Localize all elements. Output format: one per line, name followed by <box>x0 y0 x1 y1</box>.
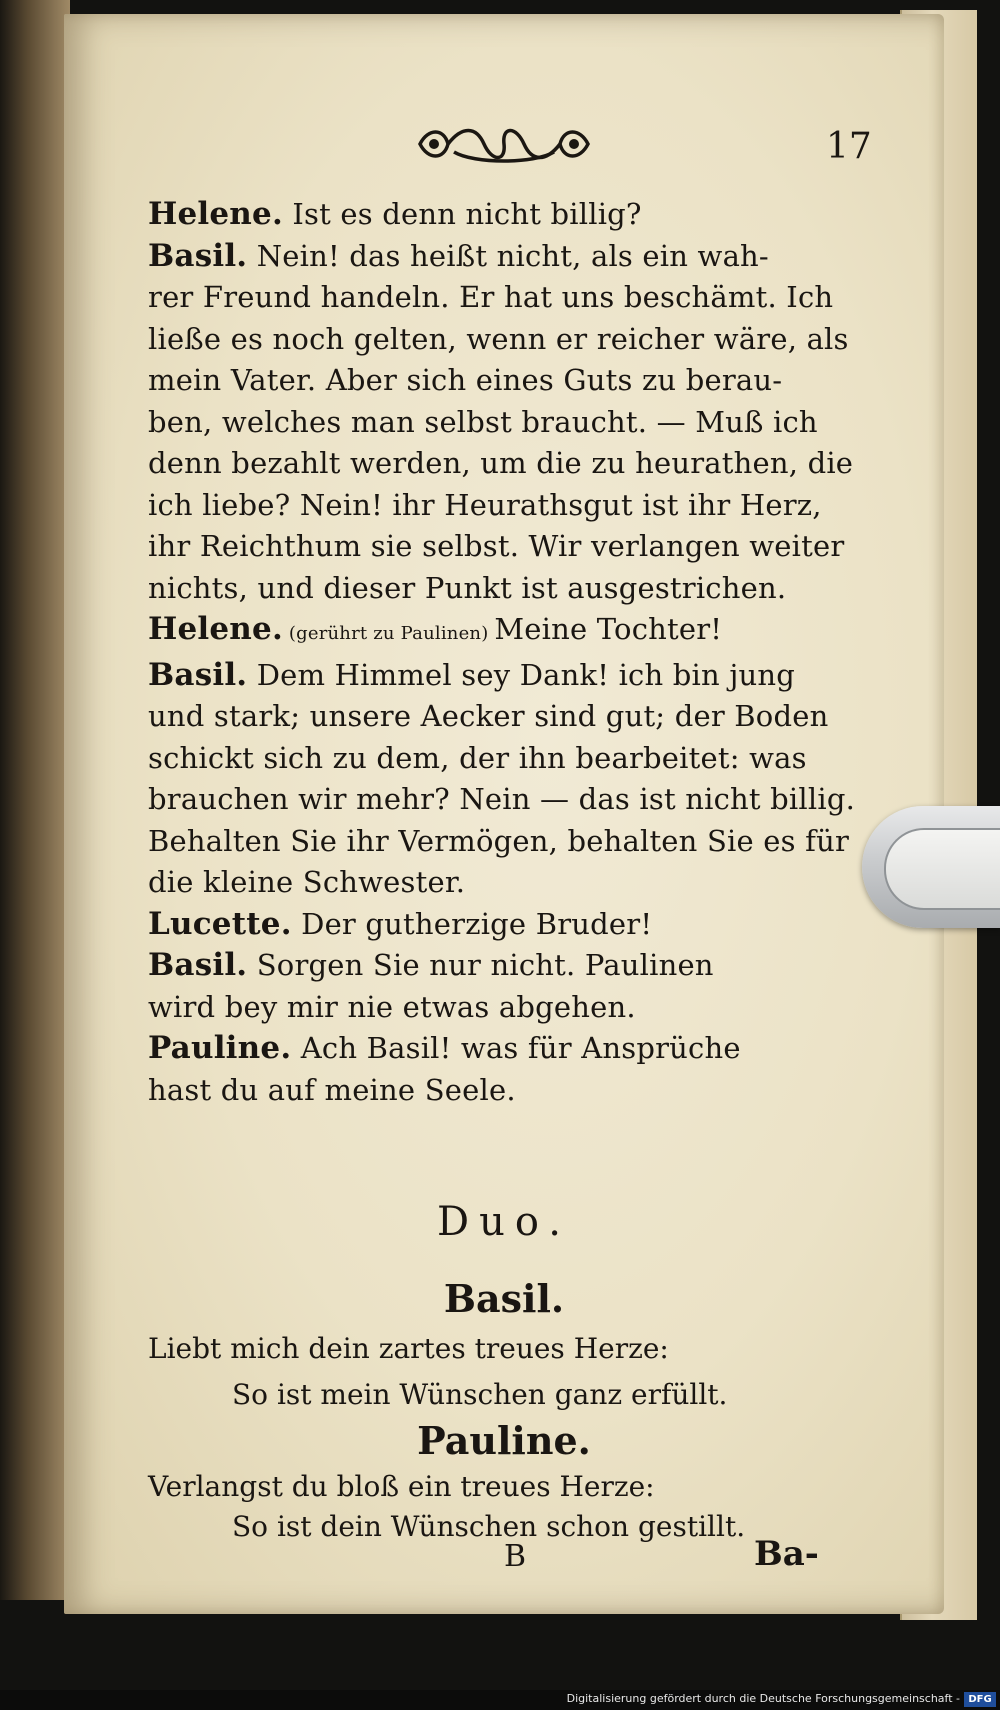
book-page <box>64 14 944 1614</box>
text-line <box>148 609 868 655</box>
line-text: ben, welches man selbst braucht. — Muß ich <box>148 404 818 439</box>
text-line <box>148 194 868 236</box>
text-line <box>148 738 868 780</box>
text-line <box>148 1070 868 1112</box>
text-line <box>148 360 868 402</box>
line-text: hast du auf meine Seele. <box>148 1072 516 1107</box>
duo-heading: Duo. <box>437 1199 571 1245</box>
book-binding-edge <box>0 0 70 1600</box>
speaker-name: Basil. <box>148 237 248 274</box>
text-line <box>148 945 868 987</box>
line-text: Dem Himmel sey Dank! ich bin jung <box>247 657 796 692</box>
page-clip <box>862 806 1000 928</box>
catchword: Ba- <box>754 1534 819 1574</box>
song-line-text: Verlangst du bloß ein treues Herze: <box>148 1470 655 1503</box>
line-text: rer Freund handeln. Er hat uns beschämt. Ich <box>148 280 834 314</box>
line-text: mein Vater. Aber sich eines Guts zu berau- <box>148 363 783 397</box>
dfg-logo-icon: DFG <box>964 1692 996 1707</box>
text-line <box>148 779 868 821</box>
page-clip-inner <box>884 828 1000 910</box>
song-line <box>148 1332 988 1365</box>
text-line <box>148 904 868 946</box>
line-text: ihr Reichthum sie selbst. Wir verlangen weiter <box>148 529 845 563</box>
song-speaker-basil <box>84 1276 924 1321</box>
song-speaker-pauline <box>84 1418 924 1463</box>
body-text <box>148 194 868 1111</box>
line-text: und stark; unsere Aecker sind gut; der Boden <box>148 699 829 733</box>
song-line-text: So ist mein Wünschen ganz erfüllt. <box>232 1378 728 1411</box>
line-text: Sorgen Sie nur nicht. Paulinen <box>247 948 714 982</box>
line-text: ich liebe? Nein! ihr Heurathsgut ist ihr Herz, <box>148 487 822 522</box>
song-line <box>148 1470 988 1503</box>
line-text: Behalten Sie ihr Vermögen, behalten Sie es für <box>148 823 850 858</box>
text-line <box>148 821 868 863</box>
line-text: nichts, und dieser Punkt ist ausgestrichen. <box>148 570 787 605</box>
line-text: ließe es noch gelten, wenn er reicher wäre, als <box>148 321 849 356</box>
line-text: Der gutherzige Bruder! <box>291 906 653 941</box>
speaker-name: Lucette. <box>148 905 292 942</box>
text-line <box>148 526 868 568</box>
line-text: wird bey mir nie etwas abgehen. <box>148 989 636 1024</box>
signature-mark: B <box>504 1539 527 1574</box>
text-line <box>148 485 868 527</box>
text-line <box>148 277 868 319</box>
text-line <box>148 402 868 444</box>
text-line <box>148 655 868 697</box>
song-line-text: Liebt mich dein zartes treues Herze: <box>148 1332 669 1365</box>
text-line <box>148 236 868 278</box>
song-line-text: So ist dein Wünschen schon gestillt. <box>232 1510 746 1543</box>
speaker-name: Helene. <box>148 196 283 232</box>
footer-credit: Digitalisierung gefördert durch die Deutsche Forschungsgemeinschaft - <box>566 1692 960 1705</box>
line-text: brauchen wir mehr? Nein — das ist nicht billig. <box>148 782 856 816</box>
line-text: Ach Basil! was für Ansprüche <box>291 1031 741 1065</box>
song-line <box>232 1510 1000 1543</box>
text-line <box>148 987 868 1029</box>
line-text: Ist es denn nicht billig? <box>282 197 642 231</box>
digitization-footer <box>0 1690 1000 1710</box>
text-line <box>148 1028 868 1070</box>
line-text: die kleine Schwester. <box>148 865 466 899</box>
text-line <box>148 696 868 738</box>
text-line <box>148 568 868 610</box>
stage-direction: (gerührt zu Paulinen) <box>282 623 495 644</box>
page-number: 17 <box>826 126 872 167</box>
speaker-name: Pauline. <box>148 1030 292 1066</box>
speaker-name: Basil. <box>148 656 248 693</box>
speaker-name: Basil. <box>148 947 248 983</box>
decorative-vignette-icon <box>414 122 594 166</box>
text-line <box>148 862 868 904</box>
song-line <box>232 1378 1000 1411</box>
line-text: Nein! das heißt nicht, als ein wah- <box>247 238 769 273</box>
text-line <box>148 443 868 485</box>
text-line <box>148 319 868 361</box>
speaker-name: Helene. <box>148 611 283 647</box>
line-text: denn bezahlt werden, um die zu heurathen, die <box>148 446 854 480</box>
song-speaker-name: Basil. <box>443 1276 565 1321</box>
line-text: Meine Tochter! <box>494 612 723 646</box>
song-speaker-name: Pauline. <box>417 1418 591 1463</box>
line-text: schickt sich zu dem, der ihn bearbeitet: was <box>148 740 807 775</box>
